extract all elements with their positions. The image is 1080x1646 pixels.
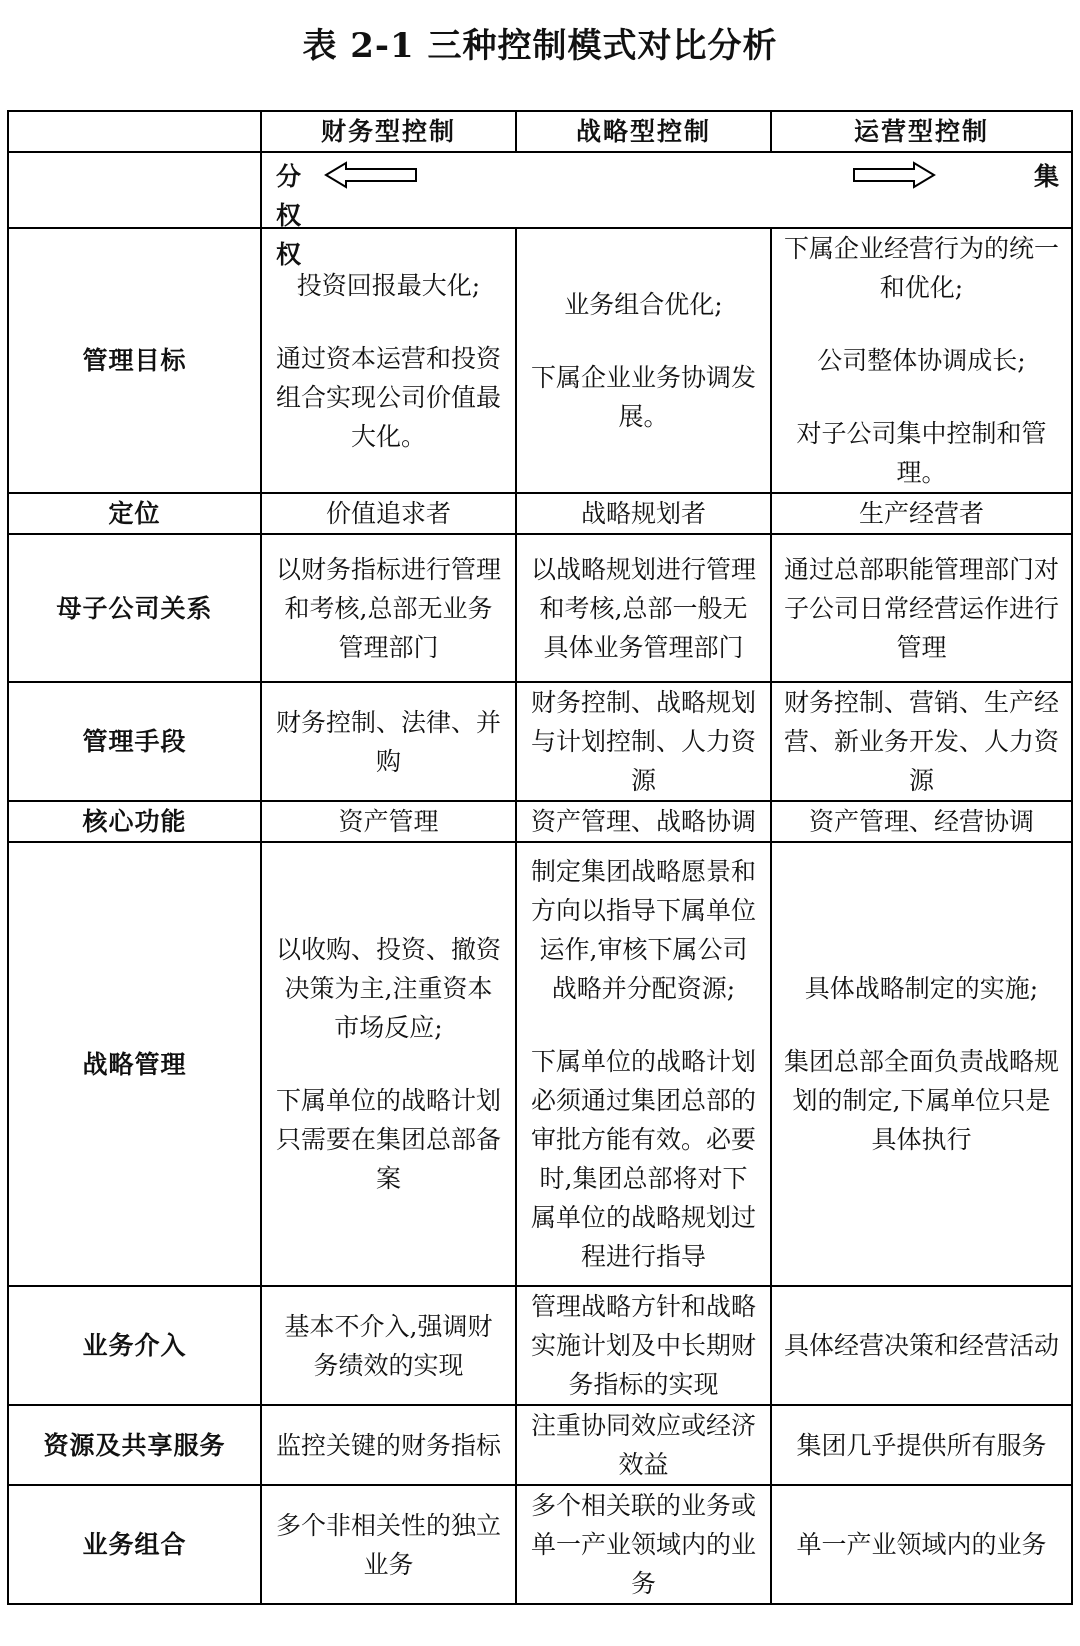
column-header-financial: 财务型控制 xyxy=(261,111,516,152)
table-title: 表 2-1 三种控制模式对比分析 xyxy=(302,26,778,66)
centralized-label: 集 xyxy=(1033,162,1059,191)
cell-paragraph: 具体战略制定的实施; xyxy=(804,974,1039,1003)
left-arrow-icon xyxy=(324,161,420,189)
cell-paragraph: 多个非相关性的独立业务 xyxy=(275,1510,501,1579)
cell-operational xyxy=(771,1485,1072,1604)
row-label: 资源及共享服务 xyxy=(8,1405,261,1485)
table-row-strategy-management xyxy=(8,842,1072,1286)
cell-operational xyxy=(771,534,1072,682)
cell-operational xyxy=(771,682,1072,801)
cell-paragraph: 下属单位的战略计划只需要在集团总部备案 xyxy=(275,1086,501,1193)
cell-paragraph: 以财务指标进行管理和考核,总部无业务管理部门 xyxy=(275,554,501,662)
row-label: 战略管理 xyxy=(8,842,261,1286)
row-label: 定位 xyxy=(8,493,261,534)
table-row-business-involvement xyxy=(8,1286,1072,1405)
cell-paragraph: 生产经营者 xyxy=(858,499,984,528)
cell-paragraph: 投资回报最大化; xyxy=(296,270,481,300)
cell-paragraph: 下属企业业务协调发展。 xyxy=(530,363,756,431)
cell-paragraph: 财务控制、法律、并购 xyxy=(275,707,501,776)
cell-paragraph: 价值追求者 xyxy=(325,499,451,528)
cell-operational xyxy=(771,228,1072,493)
table-row-resources-shared-services xyxy=(8,1405,1072,1485)
header-row xyxy=(8,111,1072,152)
cell-strategic xyxy=(516,801,771,842)
column-header-operational: 运营型控制 xyxy=(771,111,1072,152)
row-label: 业务组合 xyxy=(8,1485,261,1604)
cell-financial xyxy=(261,801,516,842)
row-label: 母子公司关系 xyxy=(8,534,261,682)
cell-paragraph: 通过总部职能管理部门对子公司日常经营运作进行管理 xyxy=(784,554,1060,662)
table-row-management-goal xyxy=(8,228,1072,493)
cell-financial xyxy=(261,682,516,801)
cell-paragraph: 注重协同效应或经济效益 xyxy=(530,1411,756,1479)
cell-financial xyxy=(261,1286,516,1405)
row-label: 核心功能 xyxy=(8,801,261,842)
cell-financial xyxy=(261,493,516,534)
cell-financial xyxy=(261,1485,516,1604)
cell-paragraph: 资产管理、经营协调 xyxy=(808,807,1034,836)
comparison-table xyxy=(7,110,1073,1605)
table-row-parent-subsidiary-relation xyxy=(8,534,1072,682)
cell-financial xyxy=(261,842,516,1286)
cell-paragraph: 制定集团战略愿景和方向以指导下属单位运作,审核下属公司战略并分配资源; xyxy=(530,857,756,1003)
cell-strategic xyxy=(516,534,771,682)
right-arrow-icon xyxy=(852,161,936,189)
cell-financial xyxy=(261,534,516,682)
cell-paragraph: 业务组合优化; xyxy=(564,290,723,319)
cell-paragraph: 资产管理 xyxy=(338,807,439,836)
corner-cell xyxy=(8,111,261,152)
cell-paragraph: 以收购、投资、撤资决策为主,注重资本市场反应; xyxy=(275,935,501,1042)
spectrum-corner-cell xyxy=(8,152,261,228)
cell-paragraph: 公司整体协调成长; xyxy=(817,346,1026,375)
row-label: 业务介入 xyxy=(8,1286,261,1405)
decentralized-label: 分权权 xyxy=(276,162,302,269)
table-row-core-function xyxy=(8,801,1072,842)
cell-paragraph: 管理战略方针和战略实施计划及中长期财务指标的实现 xyxy=(530,1292,756,1399)
spectrum-row xyxy=(8,152,1072,228)
cell-strategic xyxy=(516,842,771,1286)
cell-strategic xyxy=(516,228,771,493)
cell-paragraph: 基本不介入,强调财务绩效的实现 xyxy=(284,1311,493,1380)
cell-strategic xyxy=(516,1405,771,1485)
cell-strategic xyxy=(516,1286,771,1405)
cell-paragraph: 战略规划者 xyxy=(580,499,706,528)
cell-financial xyxy=(261,1405,516,1485)
cell-paragraph: 通过资本运营和投资组合实现公司价值最大化。 xyxy=(275,343,501,451)
cell-paragraph: 下属单位的战略计划必须通过集团总部的审批方能有效。必要时,集团总部将对下属单位的战略规划过程进行指导 xyxy=(530,1047,756,1271)
table-row-business-portfolio xyxy=(8,1485,1072,1604)
cell-paragraph: 具体经营决策和经营活动 xyxy=(784,1331,1060,1360)
cell-strategic xyxy=(516,1485,771,1604)
row-label: 管理手段 xyxy=(8,682,261,801)
cell-strategic xyxy=(516,493,771,534)
cell-paragraph: 多个相关联的业务或单一产业领域内的业务 xyxy=(530,1491,756,1598)
cell-operational xyxy=(771,1286,1072,1405)
table-row-positioning xyxy=(8,493,1072,534)
cell-operational xyxy=(771,1405,1072,1485)
cell-paragraph: 下属企业经营行为的统一和优化; xyxy=(784,234,1060,302)
row-label: 管理目标 xyxy=(8,228,261,493)
cell-paragraph: 以战略规划进行管理和考核,总部一般无具体业务管理部门 xyxy=(530,554,756,662)
column-header-strategic: 战略型控制 xyxy=(516,111,771,152)
cell-operational xyxy=(771,493,1072,534)
cell-operational xyxy=(771,842,1072,1286)
cell-paragraph: 财务控制、营销、生产经营、新业务开发、人力资源 xyxy=(784,688,1060,795)
cell-paragraph: 监控关键的财务指标 xyxy=(275,1430,501,1460)
table-row-management-means xyxy=(8,682,1072,801)
cell-paragraph: 集团几乎提供所有服务 xyxy=(796,1430,1047,1460)
cell-paragraph: 集团总部全面负责战略规划的制定,下属单位只是具体执行 xyxy=(784,1047,1060,1154)
cell-operational xyxy=(771,801,1072,842)
cell-paragraph: 财务控制、战略规划与计划控制、人力资源 xyxy=(530,688,756,795)
cell-paragraph: 单一产业领域内的业务 xyxy=(796,1530,1047,1559)
cell-paragraph: 资产管理、战略协调 xyxy=(530,807,756,836)
cell-strategic xyxy=(516,682,771,801)
cell-paragraph: 对子公司集中控制和管理。 xyxy=(796,419,1047,487)
